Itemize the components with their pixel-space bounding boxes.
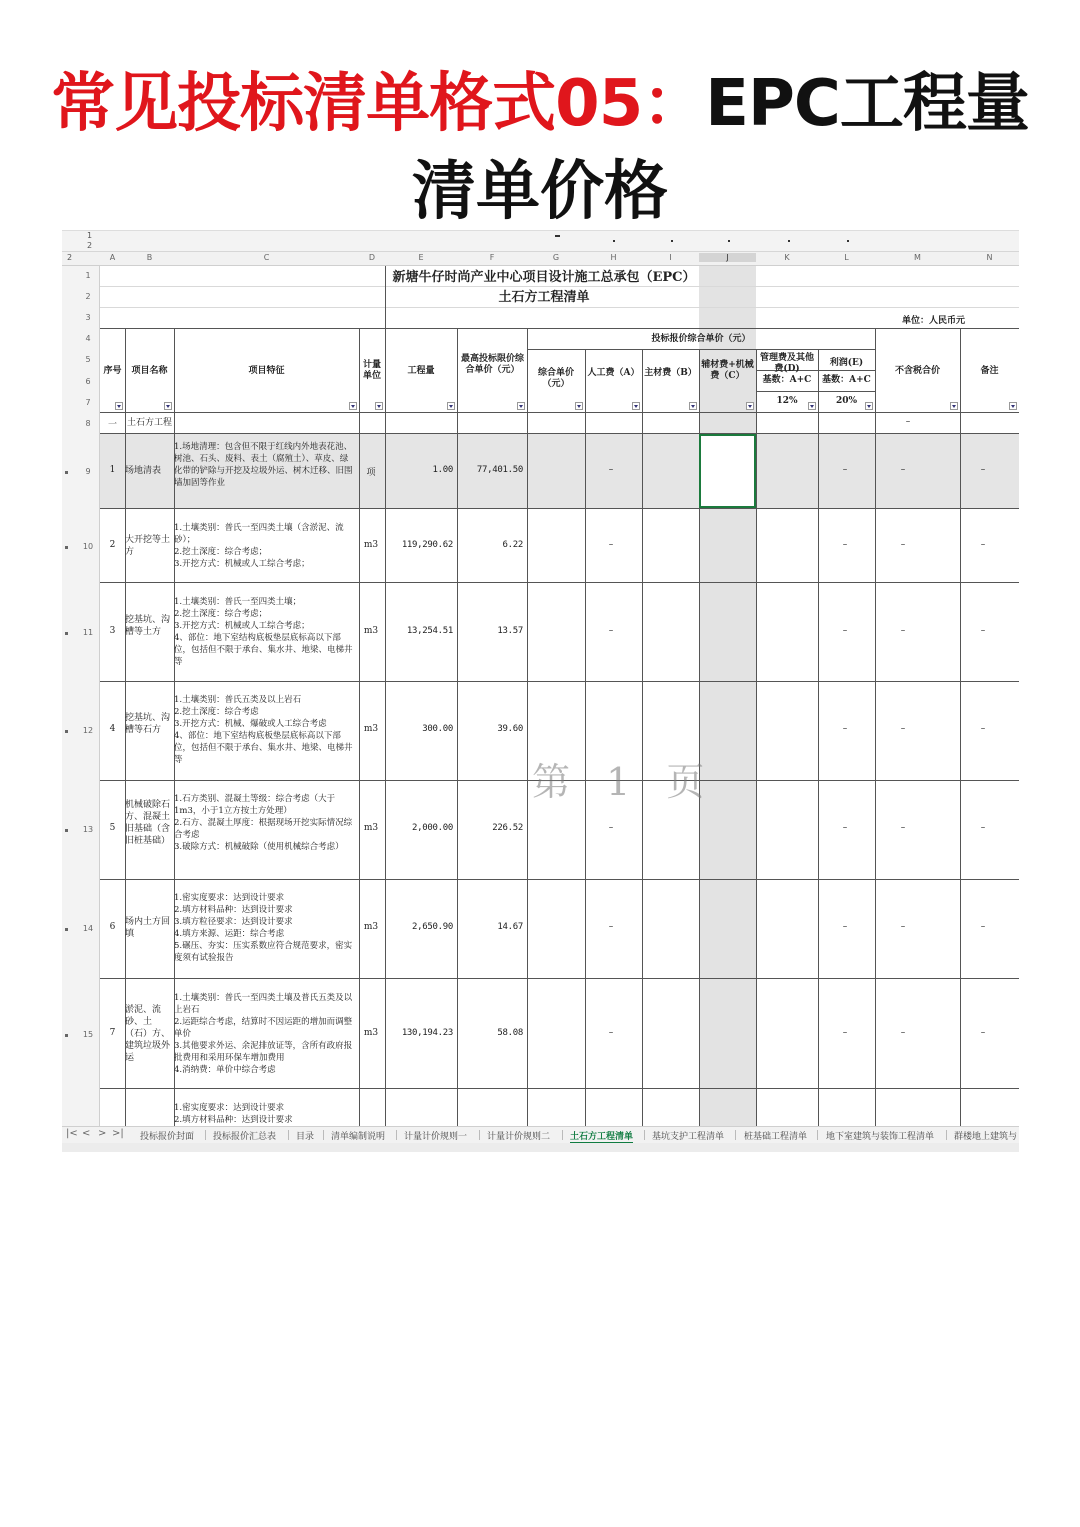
col-line [642, 349, 643, 1132]
row-excl-tax: – [980, 465, 986, 475]
row-seq: 4 [109, 724, 116, 734]
column-header-k[interactable]: K [784, 253, 790, 262]
cell-grid[interactable] [100, 266, 1019, 1132]
row-excl-tax: – [980, 626, 986, 636]
row-bullet-icon [65, 1034, 68, 1037]
row-header-9[interactable]: 9 [85, 467, 91, 476]
row-bullet-icon [65, 928, 68, 931]
row-header-7[interactable]: 7 [85, 398, 91, 407]
sheet-tab-bar [62, 1126, 1019, 1143]
header-sub-line [756, 391, 875, 392]
column-header-b[interactable]: B [146, 253, 153, 262]
row-management-fee: – [842, 626, 848, 636]
filter-dropdown-icon[interactable] [865, 402, 873, 410]
outline-level-bar [62, 231, 1019, 252]
row-profit: – [900, 823, 906, 833]
column-header-bar [62, 252, 1019, 266]
filter-dropdown-icon[interactable] [349, 402, 357, 410]
row-quantity: 130,194.23 [401, 1028, 453, 1038]
row-features: 1.密实度要求：达到设计要求 2.填方材料品种：达到设计要求 [174, 1103, 293, 1125]
filter-dropdown-icon[interactable] [632, 402, 640, 410]
header-quantity: 工程量 [407, 366, 435, 376]
headline-line2: 清单价格 [412, 155, 668, 229]
col-line [818, 349, 819, 1132]
row-unit: m3 [363, 724, 379, 734]
row-profit: – [900, 540, 906, 550]
row-bullet-icon [65, 829, 68, 832]
row-bullet-icon [65, 546, 68, 549]
header-unit-price: 综合单价（元） [537, 368, 574, 389]
header-profit: 利润(E) [829, 358, 864, 368]
row-features: 1.石方类别、混凝土等级：综合考虑（大于1m3，小于1立方按土方处理） 2.石方、混凝土厚度：根据现场开挖实际情况综合考虑 3.破除方式：机械破除（使用机械综合考虑） [174, 794, 353, 852]
col-line [756, 349, 757, 1132]
column-header-g[interactable]: G [552, 253, 560, 262]
outline-dot-icon [847, 240, 849, 242]
row-header-8[interactable]: 8 [85, 419, 91, 428]
row-header-5[interactable]: 5 [85, 355, 91, 364]
row-unit-price: – [608, 540, 614, 550]
outline-collapse-icon[interactable] [555, 235, 560, 237]
row-unit: 项 [366, 468, 376, 478]
column-header-m[interactable]: M [914, 253, 921, 262]
row-seq: 5 [109, 823, 116, 833]
row-header-15[interactable]: 15 [82, 1030, 94, 1039]
row-unit-price: – [608, 626, 614, 636]
col-line [585, 349, 586, 1132]
col-line [385, 266, 386, 1132]
row-header-10[interactable]: 10 [82, 542, 94, 551]
row-management-fee: – [842, 465, 848, 475]
row-item-name: 场内土方回填 [125, 917, 171, 939]
row-management-fee: – [842, 1028, 848, 1038]
row-line [100, 978, 1019, 979]
column-header-f[interactable]: F [489, 253, 495, 262]
column-header-j[interactable]: J [699, 253, 756, 262]
row-management-fee: – [842, 540, 848, 550]
row-unit: m3 [363, 1028, 379, 1038]
filter-dropdown-icon[interactable] [1009, 402, 1017, 410]
row-item-name: 大开挖等土方 [125, 535, 171, 557]
row-bullet-icon [65, 632, 68, 635]
column-header-e[interactable]: E [418, 253, 424, 262]
row-profit: – [900, 724, 906, 734]
row-line [100, 412, 1019, 413]
headline-black-part: EPC工程量 [705, 67, 1029, 141]
row-unit-price: – [608, 465, 614, 475]
row-bullet-icon [65, 471, 68, 474]
row-profit: – [900, 1028, 906, 1038]
row-excl-tax: – [980, 1028, 986, 1038]
row-item-name: 挖基坑、沟槽等土方 [125, 615, 171, 637]
headline-line1 [0, 62, 1080, 146]
column-header-h[interactable]: H [610, 253, 617, 262]
tab-rules-1[interactable]: 计量计价规则一 [404, 1132, 468, 1142]
selected-column-j-highlight [699, 266, 756, 1132]
row-line [100, 307, 1019, 308]
page-watermark: 第 1 页 [532, 760, 717, 804]
row-features: 1.场地清理：包含但不限于红线内外地表花池、树池、石头、废料、表土（腐殖土）、草皮、绿化带的铲除与开挖及垃圾外运、树木迁移、旧围墙加固等作业 [174, 442, 353, 488]
prev-sheet-icon[interactable]: < [82, 1128, 91, 1139]
row-max-price: 13.57 [497, 626, 523, 636]
row-line [100, 1088, 1019, 1089]
row-header-14[interactable]: 14 [82, 924, 94, 933]
column-header-l[interactable]: L [844, 253, 849, 262]
filter-dropdown-icon[interactable] [164, 402, 172, 410]
row-management-fee: – [842, 823, 848, 833]
row-line [100, 328, 1019, 329]
status-bar [62, 1143, 1019, 1152]
header-bid-price-group: 投标报价综合单价（元） [651, 334, 751, 344]
filter-dropdown-icon[interactable] [689, 402, 697, 410]
row-item-name: 机械破除石方、混凝土旧基础（含旧桩基础） [125, 800, 171, 846]
tab-contents[interactable]: 目录 [296, 1132, 315, 1142]
col-line [527, 328, 528, 1132]
row-seq: 7 [109, 1028, 116, 1038]
row-unit-price: – [608, 1028, 614, 1038]
next-sheet-icon[interactable]: > [98, 1128, 107, 1139]
row-max-price: 77,401.50 [476, 465, 523, 475]
header-material: 主材费（B） [644, 368, 697, 378]
currency-unit-note: 单位：人民币元 [902, 316, 966, 326]
row-unit: m3 [363, 626, 379, 636]
header-profit-base: 基数：A+C [822, 375, 871, 385]
row-max-price: 14.67 [497, 922, 523, 932]
tab-pit-support[interactable]: 基坑支护工程清单 [652, 1132, 725, 1142]
row-features: 1.密实度要求：达到设计要求 2.填方材料品种：达到设计要求 3.填方粒径要求：达到设计要求 4.填方来源、运距：综合考虑 5.碾压、夯实：压实系数应符合规范要求，密实度须有试验报告 [174, 893, 353, 963]
header-excl-tax: 不含税合价 [894, 366, 940, 376]
tab-bid-cover[interactable]: 投标报价封面 [140, 1132, 195, 1142]
header-labor: 人工费（A） [587, 368, 640, 378]
outline-level-2-button[interactable]: 2 [87, 241, 93, 250]
row-features: 1.土壤类别：普氏一至四类土壤； 2.挖土深度：综合考虑； 3.开挖方式：机械或人工综合考虑； 4、部位：地下室结构底板垫层底标高以下部位，包括但不限于承台、集水井、地梁、电梯井等 [174, 597, 353, 667]
row-quantity: 300.00 [422, 724, 453, 734]
row-item-name: 挖基坑、沟槽等石方 [125, 713, 171, 735]
outline-dot-icon [788, 240, 790, 242]
row-profit: – [900, 465, 906, 475]
row-profit: – [900, 922, 906, 932]
row-item-name: 场地清表 [125, 466, 162, 476]
row-unit-price: – [608, 823, 614, 833]
sheet-title: 新塘牛仔时尚产业中心项目设计施工总承包（EPC） [392, 270, 696, 285]
tab-rules-2[interactable]: 计量计价规则二 [487, 1132, 551, 1142]
spreadsheet-view[interactable] [62, 230, 1019, 1152]
filter-dropdown-icon[interactable] [575, 402, 583, 410]
filter-dropdown-icon[interactable] [746, 402, 754, 410]
row-seq: 2 [109, 540, 116, 550]
section-name: 土石方工程 [127, 418, 173, 428]
outline-dot-icon [613, 240, 615, 242]
selected-cell-j9[interactable] [699, 434, 756, 508]
filter-dropdown-icon[interactable] [375, 402, 383, 410]
row-seq: 1 [109, 465, 116, 475]
tab-podium-building[interactable]: 群楼地上建筑与 [954, 1132, 1018, 1142]
tab-basement-building[interactable]: 地下室建筑与装饰工程清单 [826, 1132, 935, 1142]
header-seq: 序号 [103, 366, 122, 376]
header-item-name: 项目名称 [131, 366, 168, 376]
tab-pile-foundation[interactable]: 桩基础工程清单 [744, 1132, 808, 1142]
row-excl-tax: – [980, 724, 986, 734]
row-line [100, 433, 1019, 434]
row-header-1[interactable]: 1 [85, 271, 91, 280]
header-measure-unit: 计量单位 [362, 360, 381, 381]
column-header-i[interactable]: I [669, 253, 672, 262]
section-seq: 一 [107, 420, 117, 430]
outline-level-1-button[interactable]: 1 [87, 231, 93, 240]
row-item-name: 淤泥、流砂、土（石）方、建筑垃圾外运 [125, 1005, 171, 1063]
header-management: 管理费及其他费(D) [759, 353, 814, 374]
row-bullet-icon [65, 730, 68, 733]
row-unit: m3 [363, 540, 379, 550]
row-unit: m3 [363, 823, 379, 833]
headline-red-part: 常见投标清单格式05： [51, 67, 706, 141]
row-unit: m3 [363, 922, 379, 932]
header-management-rate: 12% [776, 396, 798, 406]
row-header-12[interactable]: 12 [82, 726, 94, 735]
header-profit-rate: 20% [835, 396, 858, 406]
header-group-line [527, 349, 875, 350]
row-quantity: 2,000.00 [412, 823, 453, 833]
column-header-c[interactable]: C [263, 253, 270, 262]
tab-earthwork[interactable]: 土石方工程清单 [570, 1129, 633, 1144]
row-unit-price: – [608, 922, 614, 932]
col-line [875, 328, 876, 1132]
row-quantity: 2,650.90 [412, 922, 453, 932]
row-quantity: 119,290.62 [401, 540, 453, 550]
row-line [100, 582, 1019, 583]
row-line [100, 879, 1019, 880]
row-profit: – [900, 626, 906, 636]
row-features: 1.土壤类别：普氏一至四类土壤及普氏五类及以上岩石 2.运距综合考虑，结算时不因运距的增加而调整单价 3.其他要求外运、余泥排放证等，含所有政府报批费用和采用环保车增加费用 4.消纳费：单价中综合考虑 [174, 993, 353, 1075]
row-line [100, 681, 1019, 682]
row-header-13[interactable]: 13 [82, 825, 94, 834]
column-header-a[interactable]: A [109, 253, 116, 262]
row-quantity: 13,254.51 [406, 626, 453, 636]
row-management-fee: – [842, 724, 848, 734]
row-header-gutter [62, 266, 100, 1132]
outline-dot-icon [671, 240, 673, 242]
last-sheet-icon[interactable]: >| [112, 1128, 124, 1139]
column-outline-level[interactable]: 2 [67, 253, 73, 262]
row-max-price: 6.22 [502, 540, 523, 550]
tab-bid-summary[interactable]: 投标报价汇总表 [213, 1132, 277, 1142]
row-header-2[interactable]: 2 [85, 292, 91, 301]
row-seq: 3 [109, 626, 116, 636]
row-quantity: 1.00 [432, 465, 453, 475]
row-header-3[interactable]: 3 [85, 313, 91, 322]
row-excl-tax: – [980, 540, 986, 550]
row-line [100, 508, 1019, 509]
row-header-4[interactable]: 4 [85, 334, 91, 343]
filter-dropdown-icon[interactable] [808, 402, 816, 410]
header-max-price: 最高投标限价综合单价（元） [460, 354, 524, 375]
row-features: 1.土壤类别：普氏五类及以上岩石 2.挖土深度：综合考虑 3.开挖方式：机械、爆破或人工综合考虑 4、部位：地下室结构底板垫层底标高以下部位，包括但不限于承台、集水井、地梁、电梯井等 [174, 695, 353, 765]
header-management-base: 基数：A+C [762, 375, 812, 385]
row-max-price: 39.60 [497, 724, 523, 734]
header-aux-machinery: 辅材费+机械费（C） [701, 360, 754, 381]
row-excl-tax: – [980, 823, 986, 833]
tab-compilation-notes[interactable]: 清单编制说明 [331, 1132, 386, 1142]
row-management-fee: – [842, 922, 848, 932]
row-header-11[interactable]: 11 [82, 628, 94, 637]
outline-dot-icon [728, 240, 730, 242]
header-features: 项目特征 [248, 366, 285, 376]
section-total: – [905, 417, 911, 427]
row-features: 1.土壤类别：普氏一至四类土壤（含淤泥、流砂）； 2.挖土深度：综合考虑； 3.开挖方式：机械或人工综合考虑； [174, 523, 344, 569]
row-seq: 6 [109, 922, 116, 932]
filter-dropdown-icon[interactable] [517, 402, 525, 410]
header-remark: 备注 [980, 366, 999, 376]
first-sheet-icon[interactable]: |< [66, 1128, 78, 1139]
column-header-d[interactable]: D [368, 253, 376, 262]
filter-dropdown-icon[interactable] [115, 402, 123, 410]
row-max-price: 58.08 [497, 1028, 523, 1038]
row-excl-tax: – [980, 922, 986, 932]
sheet-subtitle: 土石方工程清单 [498, 290, 590, 305]
col-line [960, 328, 961, 1132]
row-header-6[interactable]: 6 [85, 377, 91, 386]
filter-dropdown-icon[interactable] [950, 402, 958, 410]
filter-dropdown-icon[interactable] [447, 402, 455, 410]
row-max-price: 226.52 [492, 823, 523, 833]
column-header-n[interactable]: N [986, 253, 993, 262]
